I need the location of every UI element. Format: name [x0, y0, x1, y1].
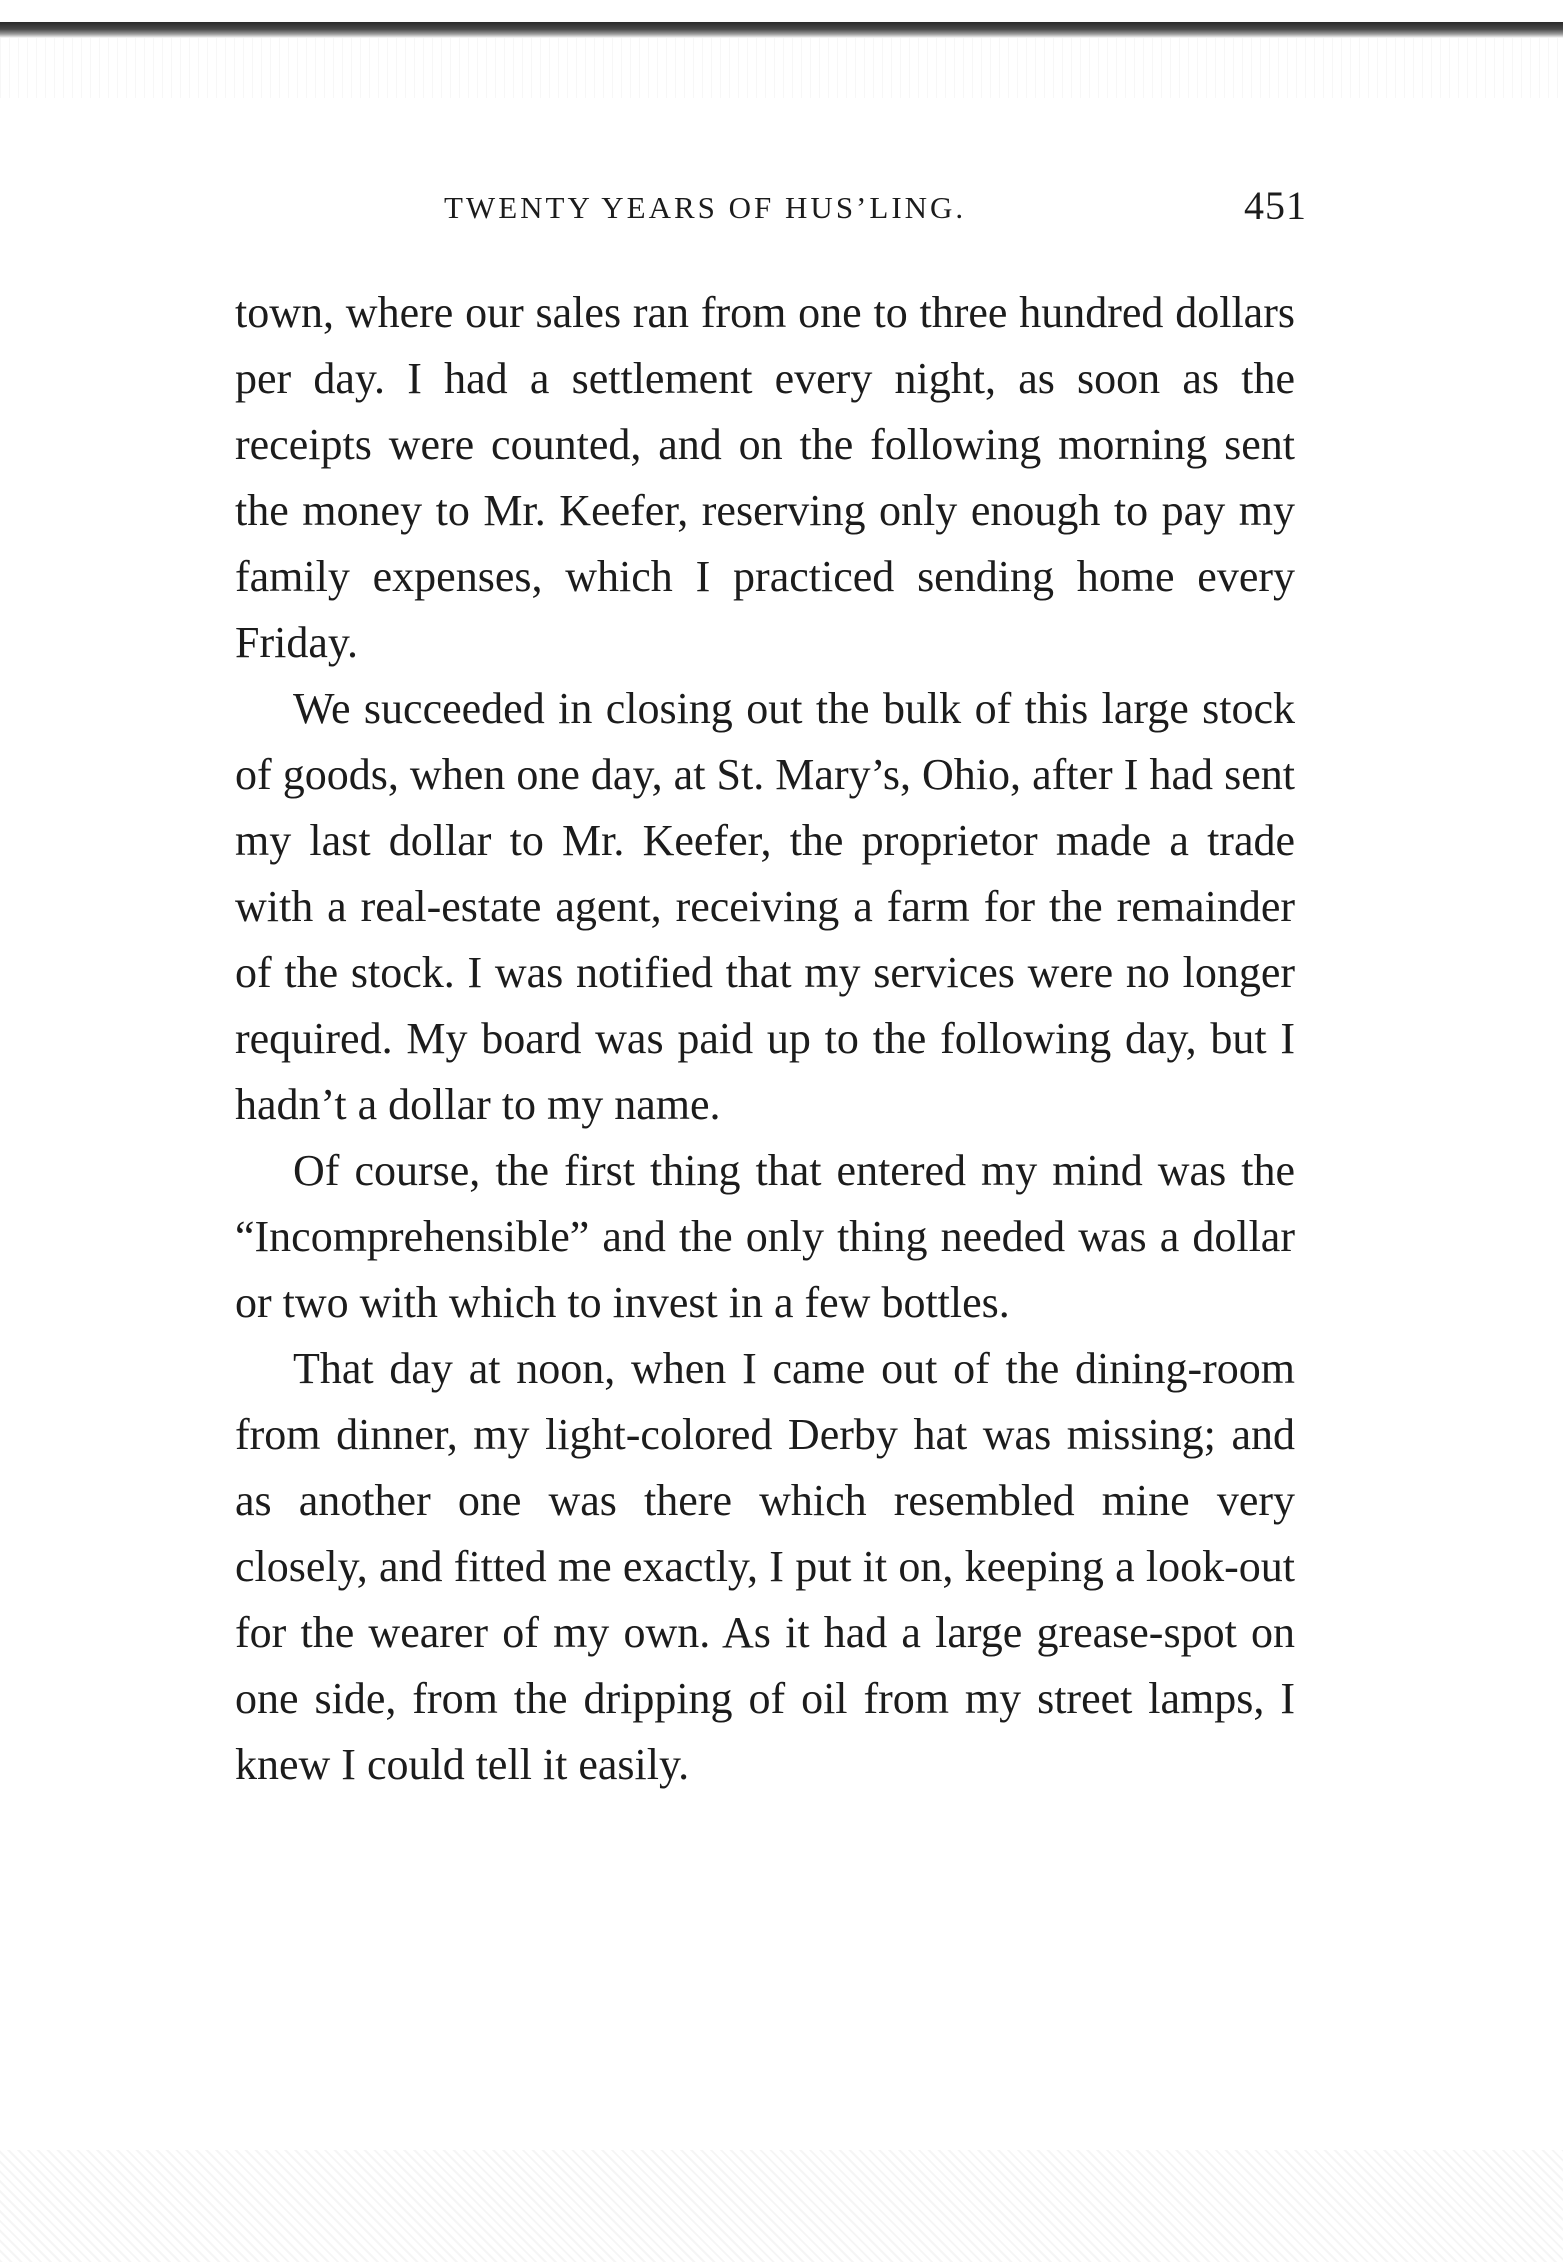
page-body	[235, 280, 1295, 1798]
paragraph-2: We succeeded in closing out the bulk of this large stock of goods, when one day, at St. Mary’s, Ohio, after I had sent my last dollar to Mr. Keefer, the proprietor made a trade with a real-estate agent, receiving a farm for the remainder of the stock. I was notified that my services were no longer required. My board was paid up to the following day, but I hadn’t a dollar to my name.	[235, 684, 1295, 1129]
paragraph-1: town, where our sales ran from one to three hundred dollars per day. I had a settlement every night, as soon as the receipts were counted, and on the following morning sent the money to Mr. Keefer, reserving only enough to pay my family expenses, which I practiced sending home every Friday.	[235, 288, 1295, 667]
paragraph-4: That day at noon, when I came out of the dining-room from dinner, my light-colored Derby hat was missing; and as another one was there which resembled mine very closely, and fitted me exactly, I put it on, keeping a look-out for the wearer of my own. As it had a large grease-spot on one side, from the dripping of oil from my street lamps, I knew I could tell it easily.	[235, 1344, 1295, 1789]
page-number: 451	[1244, 183, 1307, 228]
scan-top-noise	[0, 38, 1563, 98]
scan-bottom-noise	[0, 2150, 1563, 2262]
page-header	[402, 182, 1307, 242]
paragraph-3: Of course, the first thing that entered my mind was the “Incomprehensible” and the only thing needed was a dollar or two with which to invest in a few bottles.	[235, 1146, 1295, 1327]
running-title: TWENTY YEARS OF HUS’LING.	[444, 190, 967, 225]
scan-top-edge	[0, 22, 1563, 38]
